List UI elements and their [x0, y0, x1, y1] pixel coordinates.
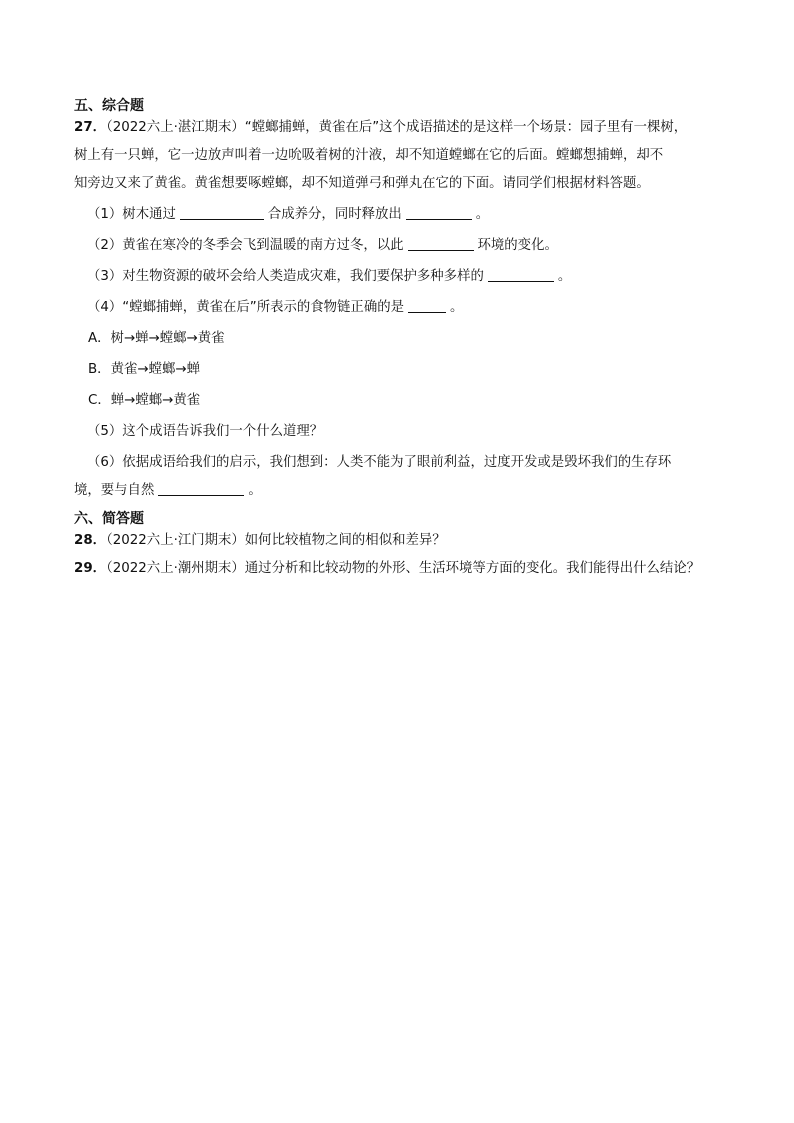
sub-question-2-text-b: 环境的变化。	[477, 238, 558, 253]
sub-question-5: （5）这个成语告诉我们一个什么道理？	[87, 424, 324, 439]
question-27-stem-line-1	[74, 117, 744, 145]
question-number: 29．	[74, 561, 107, 576]
answer-blank[interactable]	[408, 236, 474, 251]
section-heading-comprehensive: 五、综合题	[74, 98, 144, 114]
sub-question-3	[74, 266, 744, 297]
answer-blank[interactable]	[406, 205, 472, 220]
question-29	[74, 558, 744, 586]
sub-question-3-text-a: （3）对生物资源的破坏会给人类造成灾难，我们要保护多种多样的	[87, 269, 484, 284]
sub-question-4	[74, 297, 744, 328]
sub-question-2	[74, 235, 744, 266]
question-27	[74, 117, 744, 508]
question-text: 通过分析和比较动物的外形、生活环境等方面的变化。我们能得出什么结论？	[244, 561, 701, 576]
sub-question-6-text-b: 。	[248, 483, 262, 498]
question-28	[74, 530, 744, 558]
sub-question-4-text-b: 。	[450, 300, 464, 315]
sub-question-4-text-a: （4）“螳螂捕蝉，黄雀在后”所表示的食物链正确的是	[87, 300, 404, 315]
sub-question-2-text-a: （2）黄雀在寒冷的冬季会飞到温暖的南方过冬，以此	[87, 238, 404, 253]
sub-question-6-line-2	[74, 480, 744, 508]
answer-blank[interactable]	[158, 481, 244, 496]
option-c[interactable]: C．蝉→螳螂→黄雀	[88, 393, 201, 408]
option-a[interactable]: A．树→蝉→螳螂→黄雀	[88, 331, 225, 346]
section-heading-short-answer: 六、简答题	[74, 511, 144, 527]
sub-question-1-text-c: 。	[475, 207, 490, 222]
sub-question-1-text-a: （1）树木通过	[87, 207, 176, 222]
question-source: （2022六上·湛江期末）	[106, 120, 245, 135]
exam-content	[74, 95, 744, 586]
answer-blank[interactable]	[408, 298, 446, 313]
question-27-stem-line-2: 树上有一只蝉，它一边放声叫着一边吮吸着树的汁液，却不知道螳螂在它的后面。螳螂想捕蝉，却不	[74, 148, 664, 163]
sub-question-6-text-a: 境，要与自然	[74, 483, 155, 498]
sub-question-3-text-b: 。	[557, 269, 572, 284]
question-text: 如何比较植物之间的相似和差异？	[244, 533, 446, 548]
answer-blank[interactable]	[180, 205, 264, 220]
sub-question-1	[74, 204, 744, 235]
question-source: （2022六上·江门期末）	[106, 533, 245, 548]
question-number: 28．	[74, 533, 107, 548]
question-source: （2022六上·潮州期末）	[106, 561, 245, 576]
option-b[interactable]: B．黄雀→螳螂→蝉	[88, 362, 200, 377]
sub-question-1-text-b: 合成养分，同时释放出	[267, 207, 402, 222]
question-stem-text: “螳螂捕蝉，黄雀在后”这个成语描述的是这样一个场景：园子里有一棵树，	[244, 120, 688, 135]
question-27-stem-line-3: 知旁边又来了黄雀。黄雀想要啄螳螂，却不知道弹弓和弹丸在它的下面。请同学们根据材料答题。	[74, 176, 650, 191]
sub-question-6-line-1: （6）依据成语给我们的启示，我们想到：人类不能为了眼前利益，过度开发或是毁坏我们的生存环	[87, 455, 672, 470]
answer-blank[interactable]	[488, 267, 554, 282]
question-number: 27．	[74, 120, 107, 135]
